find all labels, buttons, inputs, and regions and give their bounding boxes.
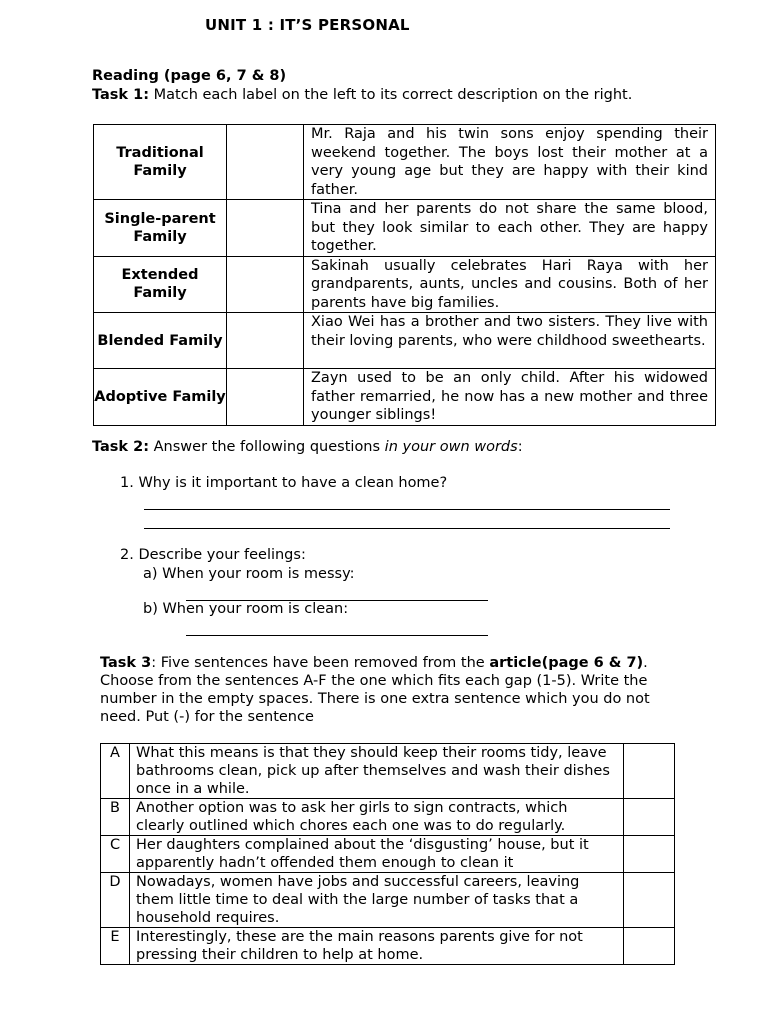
task2-text: Answer the following questions (149, 439, 385, 455)
answer-cell[interactable] (624, 873, 675, 928)
answer-cell[interactable] (227, 125, 304, 200)
table-row (94, 200, 716, 257)
task1-text: Match each label on the left to its correct description on the right. (149, 87, 633, 103)
question-1: 1. Why is it important to have a clean home? (120, 475, 448, 491)
answer-line[interactable] (144, 528, 670, 529)
sentence-text: Another option was to ask her girls to sign contracts, which clearly outlined which chores each one was to do regularly. (130, 799, 624, 836)
answer-cell[interactable] (624, 836, 675, 873)
task1-instruction (92, 87, 632, 103)
sentence-text: Her daughters complained about the ‘disgusting’ house, but it apparently hadn’t offended them enough to clean it (130, 836, 624, 873)
question-2: 2. Describe your feelings: (120, 547, 306, 563)
answer-cell[interactable] (227, 256, 304, 313)
sentence-text: Interestingly, these are the main reasons parents give for not pressing their children to help at home. (130, 928, 624, 965)
task3-instruction (100, 654, 680, 726)
answer-cell[interactable] (624, 799, 675, 836)
task3-label: Task 3 (100, 655, 152, 671)
table-row (94, 256, 716, 313)
task1-label: Task 1: (92, 87, 150, 103)
question-2a: a) When your room is messy: (143, 566, 355, 582)
family-description: Xiao Wei has a brother and two sisters. They live with their loving parents, who were childhood sweethearts. (304, 313, 716, 369)
matching-table (93, 124, 716, 426)
task2-colon: : (517, 439, 523, 455)
table-row (101, 928, 675, 965)
task3-bold: article(page 6 & 7) (489, 655, 644, 671)
answer-line[interactable] (186, 635, 488, 636)
family-label: Single-parent Family (94, 200, 227, 257)
answer-line[interactable] (144, 509, 670, 510)
family-description: Sakinah usually celebrates Hari Raya with her grandparents, aunts, uncles and cousins. Both of her parents have big families. (304, 256, 716, 313)
task3-text-continued: . Choose from the sentences A-F the one which fits each gap (1-5). Write the number in the empty spaces. There is one extra sentence which you do not need. Put (-) for the sentence (100, 655, 650, 725)
reading-heading: Reading (page 6, 7 & 8) (92, 68, 287, 84)
table-row (94, 369, 716, 426)
answer-cell[interactable] (227, 369, 304, 426)
question-2b: b) When your room is clean: (143, 601, 349, 617)
task2-emphasis: in your own words (384, 439, 518, 455)
sentences-table (100, 743, 675, 965)
sentence-letter: D (101, 873, 130, 928)
answer-cell[interactable] (624, 744, 675, 799)
family-label: Adoptive Family (94, 369, 227, 426)
family-description: Mr. Raja and his twin sons enjoy spending their weekend together. The boys lost their mother at a very young age but they are happy with their kind father. (304, 125, 716, 200)
answer-cell[interactable] (227, 200, 304, 257)
family-label: Traditional Family (94, 125, 227, 200)
sentence-letter: E (101, 928, 130, 965)
table-row (101, 799, 675, 836)
family-label: Blended Family (94, 313, 227, 369)
sentence-letter: B (101, 799, 130, 836)
table-row (101, 744, 675, 799)
answer-cell[interactable] (624, 928, 675, 965)
table-row (101, 836, 675, 873)
sentence-letter: C (101, 836, 130, 873)
task2-label: Task 2: (92, 439, 150, 455)
answer-cell[interactable] (227, 313, 304, 369)
table-row (101, 873, 675, 928)
sentence-text: Nowadays, women have jobs and successful careers, leaving them little time to deal with the large number of tasks that a household requires. (130, 873, 624, 928)
table-row (94, 125, 716, 200)
page-title: UNIT 1 : IT’S PERSONAL (205, 16, 410, 34)
sentence-letter: A (101, 744, 130, 799)
sentence-text: What this means is that they should keep their rooms tidy, leave bathrooms clean, pick up after themselves and wash their dishes once in a while. (130, 744, 624, 799)
table-row (94, 313, 716, 369)
task2-instruction (92, 439, 523, 455)
family-label: Extended Family (94, 256, 227, 313)
family-description: Tina and her parents do not share the same blood, but they look similar to each other. They are happy together. (304, 200, 716, 257)
family-description: Zayn used to be an only child. After his widowed father remarried, he now has a new mother and three younger siblings! (304, 369, 716, 426)
task3-text: : Five sentences have been removed from the (151, 655, 490, 671)
